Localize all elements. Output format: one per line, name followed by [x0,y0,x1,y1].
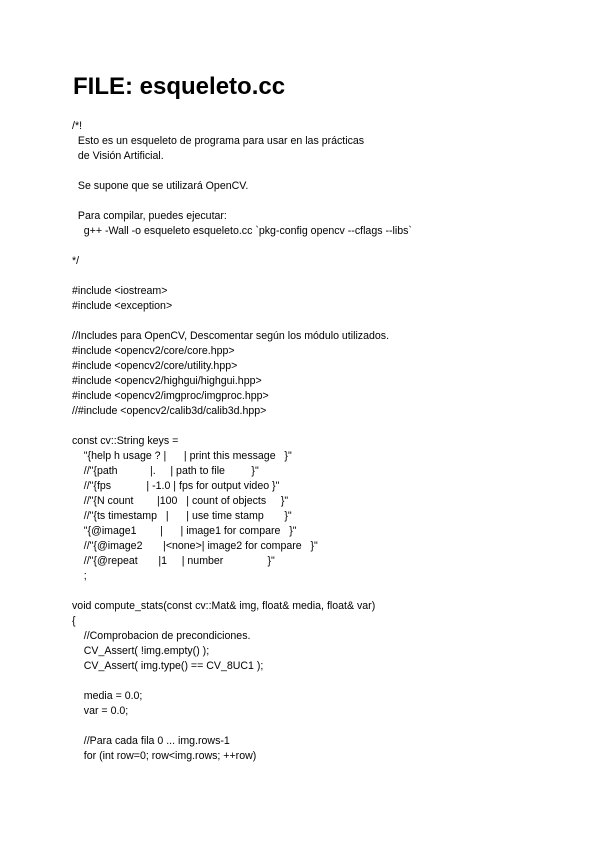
code-line: //"{fps | -1.0 | fps for output video }" [72,480,280,492]
code-line: //"{ts timestamp | | use time stamp }" [72,510,292,522]
code-line: media = 0.0; [72,690,143,702]
code-line: //#include <opencv2/calib3d/calib3d.hpp> [72,405,267,417]
code-line: #include <opencv2/highgui/highgui.hpp> [72,375,262,387]
code-line: void compute_stats(const cv::Mat& img, float& media, float& var) [72,600,376,612]
code-line [72,584,582,599]
code-line: CV_Assert( img.type() == CV_8UC1 ); [72,660,264,672]
code-line [72,719,582,734]
code-line: //Includes para OpenCV, Descomentar según los módulo utilizados. [72,330,390,342]
code-line: Para compilar, puedes ejecutar: [72,210,227,222]
code-line [72,314,582,329]
code-line: for (int row=0; row<img.rows; ++row) [72,750,257,762]
code-line [72,674,582,689]
code-line: var = 0.0; [72,705,129,717]
code-line: #include <opencv2/imgproc/imgproc.hpp> [72,390,269,402]
code-line: //"{path |. | path to file }" [72,465,259,477]
code-line: //Comprobacion de precondiciones. [72,630,251,642]
code-line: CV_Assert( !img.empty() ); [72,645,210,657]
code-line [72,164,582,179]
code-line [72,269,582,284]
code-listing [72,119,582,764]
code-line: "{@image1 | | image1 for compare }" [72,525,297,537]
code-line: Se supone que se utilizará OpenCV. [72,180,249,192]
code-line: //Para cada fila 0 ... img.rows-1 [72,735,230,747]
code-line: de Visión Artificial. [72,150,164,162]
code-line: const cv::String keys = [72,435,179,447]
code-line [72,419,582,434]
code-line: /*! [72,120,83,132]
page-title: FILE: esqueleto.cc [73,73,286,100]
code-line: Esto es un esqueleto de programa para usar en las prácticas [72,135,365,147]
code-line: */ [72,255,80,267]
code-line [72,194,582,209]
code-line: #include <opencv2/core/utility.hpp> [72,360,238,372]
code-line: { [72,615,76,627]
code-line: #include <iostream> [72,285,168,297]
code-line: //"{N count |100 | count of objects }" [72,495,289,507]
code-line [72,239,582,254]
code-line: //"{@repeat |1 | number }" [72,555,275,567]
code-line: //"{@image2 |<none>| image2 for compare }" [72,540,318,552]
code-line: g++ -Wall -o esqueleto esqueleto.cc `pkg-config opencv --cflags --libs` [72,225,412,237]
code-line: #include <exception> [72,300,173,312]
code-line: ; [72,570,87,582]
code-line: #include <opencv2/core/core.hpp> [72,345,235,357]
code-line: "{help h usage ? | | print this message }" [72,450,292,462]
